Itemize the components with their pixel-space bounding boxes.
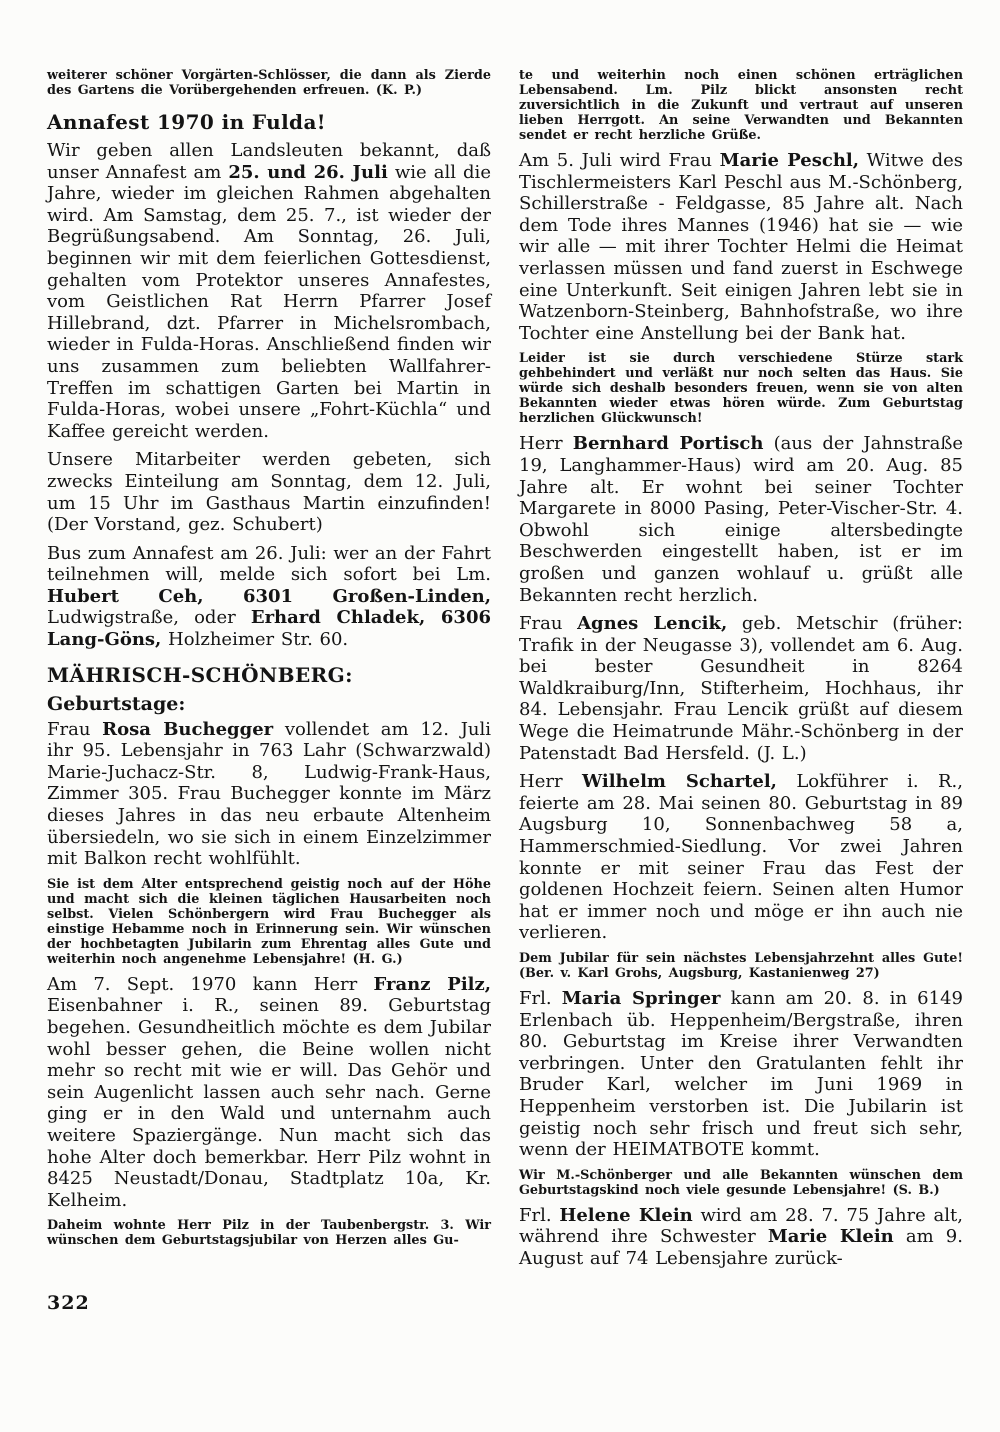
column-right (519, 68, 963, 1277)
heading (47, 663, 491, 687)
bold-text-run: Annafest 1970 in Fulda! (47, 110, 326, 134)
bold-text-run: MÄHRISCH-SCHÖNBERG: (47, 662, 353, 687)
text-run: Leider ist sie durch verschiedene Stürze stark gehbehindert und verläßt nur noch selten das Haus. Sie würde sich deshalb besonders freuen, wenn sie von alten Bekannten wieder etwas hören würde. Zum Geburtstag herzlichen Glückwunsch! (519, 351, 963, 427)
paragraph (47, 719, 491, 870)
text-run: Frau (519, 613, 578, 635)
text-run: wie all die Jahre, wieder im gleichen Rahmen abgehalten wird. Am Samstag, dem 25. 7., ist wieder der Begrüßungsabend. Am Sonntag, 26. Juli, beginnen wir mit dem feierlichen Gottesdienst, gehalten vom Protektor unseres Annafestes, vom Geistlichen Rat Herrn Pfarrer Josef Hillebrand, dzt. Pfarrer in Michelsrombach, wieder in Fulda-Horas. Anschließend finden wir uns zusammen zum beliebten Wallfahrer-Treffen im schattigen Garten bei Martin in Fulda-Horas, wobei unsere „Fohrt-Küchla“ und Kaffee gereicht werden. (47, 161, 491, 442)
bold-text-run: Hubert Ceh, 6301 Großen-Linden, (47, 585, 491, 607)
paragraph (47, 877, 491, 967)
subheading (47, 693, 491, 715)
bold-text-run: Bernhard Portisch (572, 433, 764, 455)
bold-text-run: Erhard Chladek, 6306 Lang-Göns, (47, 607, 491, 651)
paragraph (519, 988, 963, 1161)
text-run: Ludwigstraße, oder (47, 607, 251, 629)
text-run: (aus der Jahnstraße 19, Langhammer-Haus) wird am 20. Aug. 85 Jahre alt. Er wohnt bei seiner Tochter Margarete in 8000 Pasing, Peter-Vischer-Str. 4. Obwohl sich einige altersbedingte Beschwerden eingestellt haben, ist er im großen und ganzen wohlauf u. grüßt alle Bekannten recht herzlich. (519, 433, 963, 606)
text-run: Herr (519, 771, 582, 793)
text-run: Am 7. Sept. 1970 kann Herr (47, 973, 374, 995)
bold-text-run: Rosa Buchegger (102, 718, 274, 740)
text-run: te und weiterhin noch einen schönen erträglichen Lebensabend. Lm. Pilz blickt ansonsten recht zuversichtlich in die Zukunft und vertraut auf unseren lieben Herrgott. An seine Verwandten und Bekannten sendet er recht herzliche Grüße. (519, 68, 963, 143)
paragraph (519, 150, 963, 344)
text-run: Dem Jubilar für sein nächstes Lebensjahrzehnt alles Gute! (Ber. v. Karl Grohs, Augsburg, Kastanienweg 27) (519, 951, 963, 981)
text-run: Unsere Mitarbeiter werden gebeten, sich zwecks Einteilung am Sonntag, dem 12. Juli, um 15 Uhr im Gasthaus Martin einzufinden! (Der Vorstand, gez. Schubert) (47, 449, 491, 536)
text-run: Bus zum Annafest am 26. Juli: wer an der Fahrt teilnehmen will, melde sich sofort bei Lm. (47, 542, 491, 586)
text-run: am 9. August auf 74 Lebensjahre zurück- (519, 1226, 963, 1269)
text-columns (47, 68, 963, 1277)
paragraph (519, 613, 963, 764)
text-run: Frau (47, 718, 103, 740)
paragraph (519, 68, 963, 143)
text-run: Am 5. Juli wird Frau (519, 150, 720, 171)
heading (47, 110, 491, 134)
paragraph (519, 771, 963, 944)
page-number: 322 (47, 1292, 90, 1314)
paragraph (47, 543, 491, 651)
bold-text-run: Maria Springer (561, 988, 721, 1009)
bold-text-run: Marie Klein (767, 1226, 894, 1248)
bold-text-run: Franz Pilz, (373, 973, 491, 995)
paragraph (519, 433, 963, 606)
bold-text-run: Wilhelm Schartel, (581, 771, 777, 793)
text-run: Lokführer i. R., feierte am 28. Mai seinen 80. Geburtstag in 89 Augsburg 10, Sonnenbachweg 58 a, Hammerschmied-Siedlung. Vor zwei Jahren konnte er mit seiner Frau das Fest der goldenen Hochzeit feiern. Seinen alten Humor hat er immer noch und möge er ihn auch nie verlieren. (519, 771, 964, 944)
text-run: Wir M.-Schönberger und alle Bekannten wünschen dem Geburtstagskind noch viele gesunde Lebensjahre! (S. B.) (519, 1167, 963, 1198)
text-run: wird am 28. 7. 75 Jahre alt, während ihre Schwester (519, 1204, 963, 1248)
bold-text-run: Geburtstage: (47, 692, 186, 715)
text-run: Holzheimer Str. 60. (161, 629, 349, 651)
text-run: weiterer schöner Vorgärten-Schlösser, die dann als Zierde des Gartens die Vorübergehenden erfreuen. (K. P.) (47, 68, 491, 98)
paragraph (47, 68, 491, 98)
bold-text-run: Agnes Lencik, (577, 613, 728, 635)
paragraph (519, 1205, 963, 1270)
text-run: Frl. (519, 988, 562, 1009)
text-run: Sie ist dem Alter entsprechend geistig noch auf der Höhe und macht sich die kleinen täglichen Hausarbeiten noch selbst. Vielen Schönbergern wird Frau Buchegger als einstige Hebamme noch in Erinnerung sein. Wir wünschen der hochbetagten Jubilarin zum Ehrentag alles Gute und weiterhin noch angenehme Lebensjahre! (H. G.) (47, 876, 491, 967)
paragraph (47, 140, 491, 442)
paragraph (47, 974, 491, 1212)
bold-text-run: Marie Peschl, (719, 150, 860, 171)
column-left (47, 68, 491, 1277)
text-run: Herr (519, 433, 573, 455)
bold-text-run: 25. und 26. Juli (228, 161, 388, 183)
paragraph (47, 449, 491, 535)
paragraph (519, 351, 963, 426)
paragraph (47, 1218, 491, 1248)
text-run: Frl. (519, 1204, 560, 1226)
text-run: Witwe des Tischlermeisters Karl Peschl aus M.-Schönberg, Schillerstraße - Feldgasse, 85 Jahre alt. Nach dem Tode ihres Mannes (1946) hat sie — wie wir alle — mit ihrer Tochter Helmi die Heimat verlassen müssen und fand zuerst in Eschwege eine Unterkunft. Seit einigen Jahren lebt sie in Watzenborn-Steinberg, Bahnhofstraße, wo ihre Tochter eine Anstellung bei der Bank hat. (519, 150, 964, 344)
text-run: kann am 20. 8. in 6149 Erlenbach üb. Heppenheim/Bergstraße, ihren 80. Geburtstag im Kreise ihrer Verwandten verbringen. Unter den Gratulanten fehlt ihr Bruder Karl, welcher im Juni 1969 in Heppenheim verstorben ist. Die Jubilarin ist geistig noch sehr frisch und freut sich sehr, wenn der HEIMATBOTE kommt. (519, 988, 963, 1161)
text-run: Daheim wohnte Herr Pilz in der Taubenbergstr. 3. Wir wünschen dem Geburtstagsjubilar von Herzen alles Gu- (47, 1218, 491, 1249)
text-run: Eisenbahner i. R., seinen 89. Geburtstag begehen. Gesundheitlich möchte es dem Jubilar wohl besser gehen, die Beine wollen nicht mehr so recht mit wie er will. Das Gehör und sein Augenlicht lassen auch sehr nach. Gerne ging er in den Wald und unternahm auch weitere Spaziergänge. Nun macht sich das hohe Alter doch bemerkbar. Herr Pilz wohnt in 8425 Neustadt/Donau, Stadtplatz 10a, Kr. Kelheim. (47, 995, 491, 1211)
text-run: geb. Metschir (früher: Trafik in der Neugasse 3), vollendet am 6. Aug. bei bester Gesundheit in 8264 Waldkraiburg/Inn, Stifterheim, Hochhaus, ihr 84. Lebensjahr. Frau Lencik grüßt auf diesem Wege die Heimatrunde Mähr.-Schönberg in der Patenstadt Bad Hersfeld. (J. L.) (519, 613, 963, 764)
text-run: vollendet am 12. Juli ihr 95. Lebensjahr in 763 Lahr (Schwarzwald) Marie-Juchacz-Str. 8, Ludwig-Frank-Haus, Zimmer 305. Frau Buchegger konnte im März dieses Jahres in das neu erbaute Altenheim übersiedeln, wo sie sich in einem Einzelzimmer mit Balkon recht wohlfühlt. (47, 718, 492, 870)
paragraph (519, 951, 963, 981)
paragraph (519, 1168, 963, 1198)
bold-text-run: Helene Klein (559, 1204, 693, 1226)
text-run: Wir geben allen Landsleuten bekannt, daß unser Annafest am (47, 140, 491, 183)
